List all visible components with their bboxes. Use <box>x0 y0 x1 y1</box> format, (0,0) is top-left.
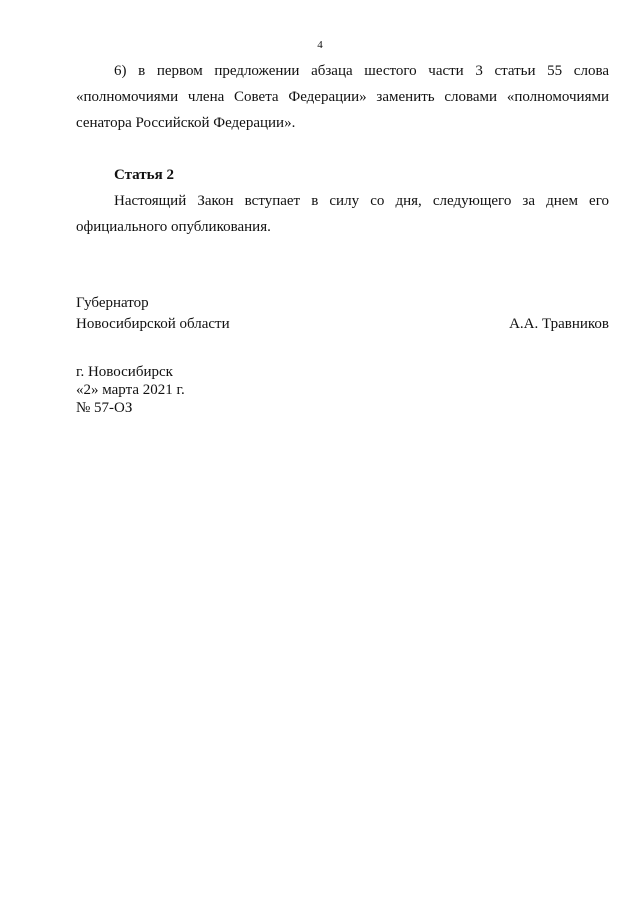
meta-date: «2» марта 2021 г. <box>76 382 185 398</box>
signer-name: А.А. Травников <box>509 316 609 332</box>
meta-law-number: № 57-ОЗ <box>76 400 133 416</box>
page-number: 4 <box>317 39 323 51</box>
document-meta <box>76 363 376 417</box>
signature-block <box>76 293 609 335</box>
article-2-heading: Статья 2 <box>114 167 174 183</box>
signer-position-line1: Губернатор <box>76 295 149 311</box>
item-6-paragraph: 6) в первом предложении абзаца шестого части 3 статьи 55 слова «полномочиями члена Совета Федерации» заменить словами «полномочиями сенатора Российской Федерации». <box>76 63 609 131</box>
article-2-text: Настоящий Закон вступает в силу со дня, следующего за днем его официального опубликования. <box>76 193 609 235</box>
signer-position-line2: Новосибирской области <box>76 316 230 332</box>
signature-row <box>76 314 609 335</box>
meta-city: г. Новосибирск <box>76 364 173 380</box>
